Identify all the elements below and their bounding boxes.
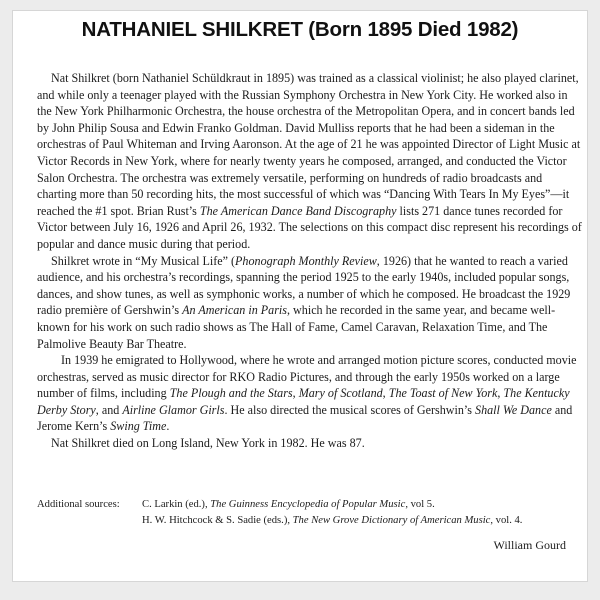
text-run: . He also directed the musical scores of Gershwin’s bbox=[224, 402, 476, 417]
source-row-1 bbox=[37, 497, 587, 513]
text-run: H. W. Hitchcock & S. Sadie (eds.), bbox=[142, 515, 293, 526]
text-run: , vol 5. bbox=[405, 499, 435, 510]
paragraph-hollywood bbox=[37, 352, 582, 435]
text-run: Shilkret wrote in “My Musical Life” ( bbox=[51, 253, 236, 268]
additional-sources bbox=[37, 497, 587, 529]
text-run: . bbox=[166, 419, 170, 434]
paragraph-death bbox=[37, 435, 582, 452]
italic-title-text: The Plough and the Stars bbox=[169, 386, 293, 401]
italic-title-text: Shall We Dance bbox=[475, 402, 552, 417]
italic-title-text: The New Grove Dictionary of American Music bbox=[292, 515, 491, 526]
text-run: , bbox=[497, 386, 504, 401]
italic-title-text: The Guinness Encyclopedia of Popular Music bbox=[210, 499, 406, 510]
italic-title-text: An American in Paris bbox=[182, 303, 287, 318]
text-run: , 1926) that he wanted to reach a varied audience, and his orchestra’s recordings, spanning the period 1925 to the early 1940s, included popular songs, dances, and show tunes, as well as symphonic works, a number of which he composed. He broadcast the 1929 radio première of Gershwin’s bbox=[37, 253, 571, 318]
italic-title-text: The Kentucky Derby Story bbox=[37, 386, 570, 417]
text-run: lists 271 dance tunes recorded for Victor between July 16, 1926 and April 26, 1932. The selections on this compact disc represent his recordings of popular and dance music during that period. bbox=[37, 203, 582, 251]
paragraph-musical-life bbox=[37, 253, 582, 353]
source-entry-2 bbox=[142, 515, 522, 526]
source-entry-1 bbox=[142, 499, 435, 510]
italic-title-text: Mary of Scotland bbox=[298, 386, 383, 401]
italic-title-text: Phonograph Monthly Review bbox=[235, 253, 377, 268]
liner-notes-card bbox=[12, 10, 588, 582]
text-run: and Jerome Kern’s bbox=[37, 402, 573, 434]
source-row-2 bbox=[37, 513, 587, 529]
italic-title-text: The American Dance Band Discography bbox=[199, 203, 397, 218]
text-run: , which he recorded in the same year, and became well-known for his work on such radio shows as The Hall of Fame, Camel Caravan, Relaxation Time, and The Palmolive Beauty Bar Theatre. bbox=[37, 303, 556, 351]
text-run: Nat Shilkret died on Long Island, New York in 1982. He was 87. bbox=[51, 436, 365, 451]
text-run: Nat Shilkret (born Nathaniel Schüldkraut in 1895) was trained as a classical violinist; he also played clarinet, and while only a teenager played with the Russian Symphony Orchestra in New York City. He worked also in the New York Philharmonic Orchestra, the house orchestra of the Metropolitan Opera, and in concert bands led by John Philip Sousa and Edwin Franko Goldman. David Mulliss reports that he had been a sideman in the orchestras of Paul Whiteman and Irving Aaronson. At the age of 21 he was appointed Director of Light Music at Victor Records in New York, where for nearly twenty years he composed, arranged, and conducted the Victor Salon Orchestra. The orchestra was extremely versatile, performing on hundreds of radio broadcasts and charting more than 50 recording hits, the most successful of which was “Dancing With Tears In My Eyes”—it reached the #1 spot. Brian Rust’s bbox=[37, 71, 581, 218]
author-signature: William Gourd bbox=[493, 538, 566, 552]
sources-label: Additional sources: bbox=[37, 499, 120, 510]
italic-title-text: The Toast of New York bbox=[388, 386, 498, 401]
italic-title-text: Airline Glamor Girls bbox=[122, 402, 225, 417]
italic-title-text: Swing Time bbox=[110, 419, 167, 434]
text-run: , vol. 4. bbox=[490, 515, 523, 526]
paragraph-early-career bbox=[37, 70, 582, 253]
text-run: , bbox=[292, 386, 299, 401]
text-run: In 1939 he emigrated to Hollywood, where he wrote and arranged motion picture scores, conducted movie orchestras, served as music director for RKO Radio Pictures, and through the early 1950s worked on a large number of films, including bbox=[37, 353, 577, 401]
text-run: , and bbox=[95, 402, 123, 417]
text-run: , bbox=[382, 386, 389, 401]
text-run: C. Larkin (ed.), bbox=[142, 499, 211, 510]
document-title: NATHANIEL SHILKRET (Born 1895 Died 1982) bbox=[81, 18, 519, 41]
biography-body bbox=[37, 70, 582, 452]
